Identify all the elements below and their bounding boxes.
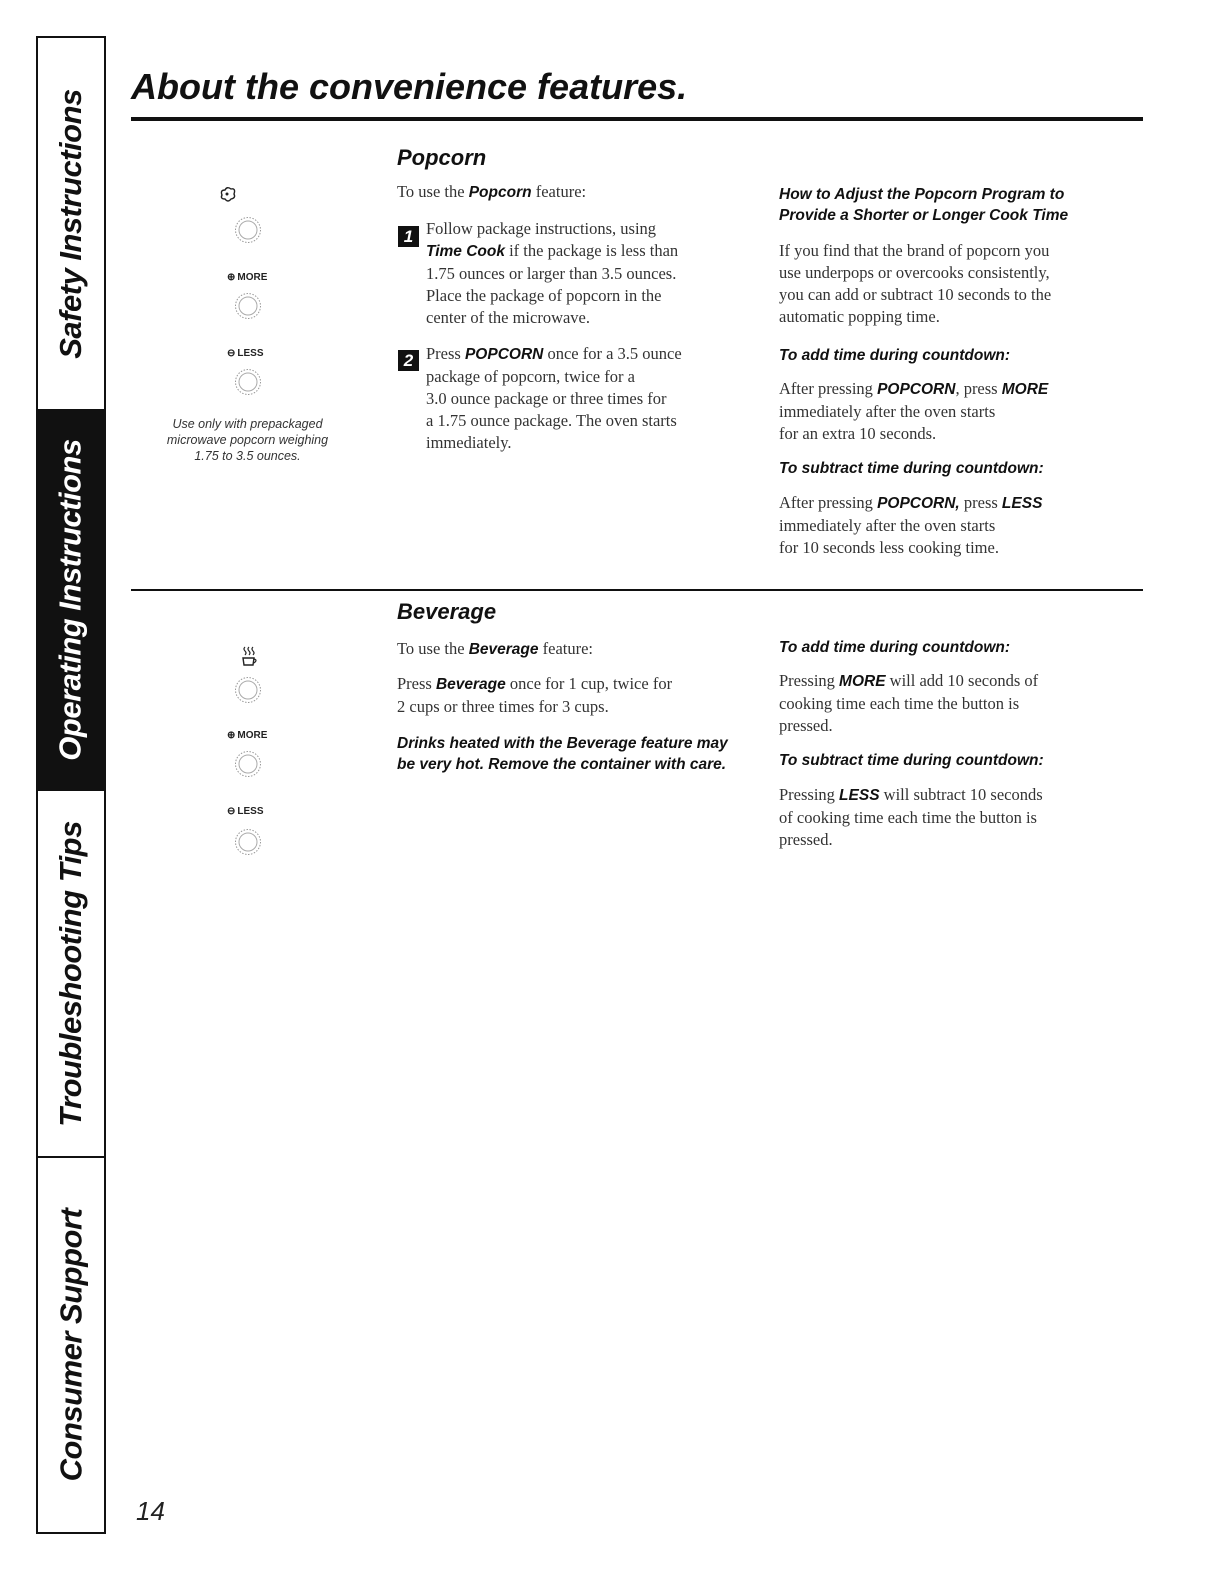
tab-operating-instructions[interactable]: Operating Instructions [38,411,104,791]
step-2-badge: 2 [398,350,419,371]
dial-knob-icon[interactable] [234,292,262,320]
beverage-add-heading: To add time during countdown: [779,639,1011,656]
title-rule [131,117,1143,121]
dial-knob-icon[interactable] [234,216,262,244]
page-number: 14 [136,1496,165,1526]
beverage-subtract-heading: To subtract time during countdown: [779,752,1044,769]
tab-safety-instructions[interactable]: Safety Instructions [38,38,104,411]
tab-consumer-support[interactable]: Consumer Support [53,1208,89,1482]
more-button-label: ⊕ MORE [227,730,268,741]
beverage-subtract-text: Pressing LESS will subtract 10 seconds of cooking time each time the button is pressed. [779,785,1043,849]
beverage-intro: To use the Beverage feature: [397,639,594,658]
popcorn-add-heading: To add time during countdown: [779,347,1011,364]
plus-circle-icon: ⊕ [227,272,236,283]
step-1-badge: 1 [398,226,419,247]
popcorn-adjust-text: If you find that the brand of popcorn you use underpops or overcooks consistently, you can add or subtract 10 seconds to the automatic popping time. [779,241,1052,326]
popcorn-intro: To use the Popcorn feature: [397,182,587,201]
page-title: About the convenience features. [131,66,688,107]
minus-circle-icon: ⊖ [227,348,236,359]
dial-knob-icon[interactable] [234,828,262,856]
dial-knob-icon[interactable] [234,750,262,778]
more-button-label: ⊕ MORE [227,272,268,283]
plus-circle-icon: ⊕ [227,730,236,741]
dial-knob-icon[interactable] [234,676,262,704]
less-button-label: ⊖ LESS [227,348,264,359]
popcorn-step-2: Press POPCORN once for a 3.5 ounce package of popcorn, twice for a 3.0 ounce package or three times for a 1.75 ounce package. The oven starts immediately. [426,344,682,452]
beverage-heading: Beverage [397,599,497,624]
popcorn-subtract-text: After pressing POPCORN, press LESS immediately after the oven starts for 10 seconds less cooking time. [779,493,1043,557]
popcorn-add-text: After pressing POPCORN, press MORE immediately after the oven starts for an extra 10 seconds. [779,379,1049,443]
less-button-label: ⊖ LESS [227,806,264,817]
dial-knob-icon[interactable] [234,368,262,396]
popcorn-heading: Popcorn [397,145,487,170]
popcorn-subtract-heading: To subtract time during countdown: [779,460,1044,477]
popcorn-caption: Use only with prepackaged microwave popcorn weighing 1.75 to 3.5 ounces. [166,417,329,463]
beverage-add-text: Pressing MORE will add 10 seconds of cooking time each time the button is pressed. [779,671,1039,735]
side-tab-bar [36,36,106,1534]
section-divider [131,589,1143,591]
tab-troubleshooting-tips[interactable]: Troubleshooting Tips [38,791,104,1158]
beverage-press-text: Press Beverage once for 1 cup, twice for 2 cups or three times for 3 cups. [397,674,673,716]
minus-circle-icon: ⊖ [227,806,236,817]
beverage-warning: Drinks heated with the Beverage feature may be very hot. Remove the container with care. [397,735,728,773]
popcorn-adjust-heading: How to Adjust the Popcorn Program to Provide a Shorter or Longer Cook Time [779,186,1069,224]
popcorn-step-1: Follow package instructions, using Time Cook if the package is less than 1.75 ounces or larger than 3.5 ounces. Place the package of popcorn in the center of the microwave. [426,219,679,327]
beverage-icon [240,646,258,668]
popcorn-icon [218,186,238,204]
